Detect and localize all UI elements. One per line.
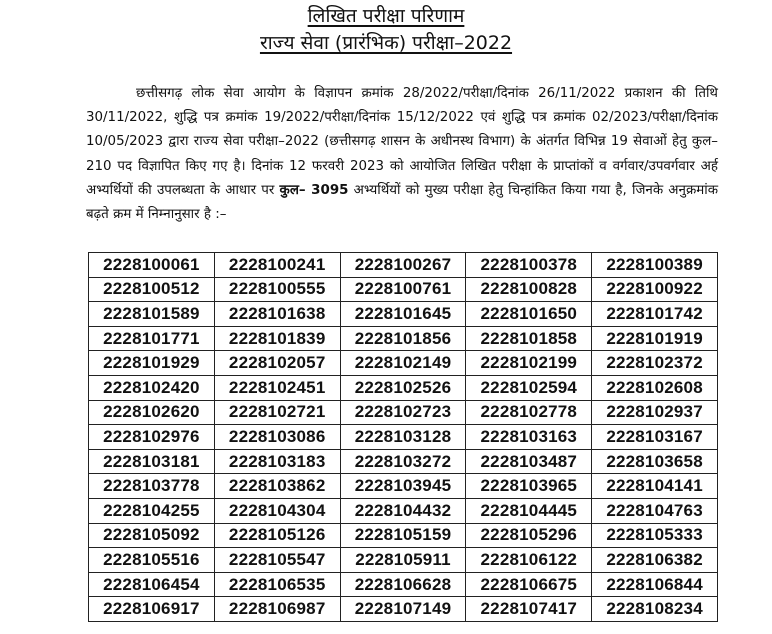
roll-number-cell: 2228106675: [466, 572, 592, 597]
roll-number-cell: 2228103965: [466, 474, 592, 499]
roll-number-cell: 2228106987: [214, 597, 340, 622]
table-row: [89, 326, 718, 351]
roll-number-cell: 2228103778: [89, 474, 215, 499]
table-row: [89, 351, 718, 376]
roll-number-cell: 2228105126: [214, 523, 340, 548]
roll-number-cell: 2228101856: [340, 326, 466, 351]
roll-number-cell: 2228106628: [340, 572, 466, 597]
roll-number-cell: 2228102608: [592, 375, 718, 400]
roll-number-cell: 2228101919: [592, 326, 718, 351]
roll-number-cell: 2228101742: [592, 302, 718, 327]
roll-number-cell: 2228104304: [214, 498, 340, 523]
roll-number-cell: 2228105911: [340, 548, 466, 573]
roll-number-cell: 2228103945: [340, 474, 466, 499]
roll-number-cell: 2228103128: [340, 425, 466, 450]
roll-number-cell: 2228100267: [340, 253, 466, 278]
roll-number-cell: 2228100378: [466, 253, 592, 278]
roll-number-cell: 2228105159: [340, 523, 466, 548]
roll-number-cell: 2228102723: [340, 400, 466, 425]
roll-number-cell: 2228102937: [592, 400, 718, 425]
roll-number-cell: 2228103183: [214, 449, 340, 474]
roll-number-cell: 2228101929: [89, 351, 215, 376]
roll-number-cell: 2228104141: [592, 474, 718, 499]
table-row: [89, 474, 718, 499]
notice-text-part2: अभ्यर्थियों को मुख्य परीक्षा हेतु चिन्हांकित किया गया है, जिनके अनुक्रमांक बढ़ते क्रम में निम्नानुसार है :–: [86, 182, 719, 223]
roll-number-cell: 2228102778: [466, 400, 592, 425]
roll-number-cell: 2228104432: [340, 498, 466, 523]
table-row: [89, 572, 718, 597]
roll-number-cell: 2228104255: [89, 498, 215, 523]
roll-number-cell: 2228104445: [466, 498, 592, 523]
roll-number-cell: 2228103163: [466, 425, 592, 450]
roll-number-cell: 2228103167: [592, 425, 718, 450]
roll-number-cell: 2228108234: [592, 597, 718, 622]
roll-number-cell: 2228105296: [466, 523, 592, 548]
table-row: [89, 597, 718, 622]
roll-number-cell: 2228103487: [466, 449, 592, 474]
roll-number-table: [88, 252, 718, 622]
roll-number-table-body: [89, 253, 718, 622]
roll-number-cell: 2228103658: [592, 449, 718, 474]
roll-number-cell: 2228101638: [214, 302, 340, 327]
table-row: [89, 375, 718, 400]
roll-number-cell: 2228100389: [592, 253, 718, 278]
roll-number-cell: 2228102199: [466, 351, 592, 376]
exam-title-text: राज्य सेवा (प्रारंभिक) परीक्षा–2022: [259, 32, 513, 54]
roll-number-cell: 2228102976: [89, 425, 215, 450]
roll-number-cell: 2228107149: [340, 597, 466, 622]
roll-number-cell: 2228102594: [466, 375, 592, 400]
table-row: [89, 498, 718, 523]
roll-number-cell: 2228105547: [214, 548, 340, 573]
table-row: [89, 523, 718, 548]
notice-paragraph: [86, 82, 718, 227]
table-row: [89, 449, 718, 474]
roll-number-cell: 2228101839: [214, 326, 340, 351]
table-row: [89, 253, 718, 278]
roll-number-cell: 2228105516: [89, 548, 215, 573]
table-row: [89, 302, 718, 327]
result-title: [0, 5, 772, 27]
roll-number-cell: 2228100761: [340, 277, 466, 302]
roll-number-cell: 2228106844: [592, 572, 718, 597]
roll-number-cell: 2228100061: [89, 253, 215, 278]
roll-number-cell: 2228101650: [466, 302, 592, 327]
roll-number-cell: 2228107417: [466, 597, 592, 622]
roll-number-cell: 2228102526: [340, 375, 466, 400]
table-row: [89, 277, 718, 302]
roll-number-cell: 2228100922: [592, 277, 718, 302]
roll-number-cell: 2228101645: [340, 302, 466, 327]
notice-text-part1: छत्तीसगढ़ लोक सेवा आयोग के विज्ञापन क्रमांक 28/2022/परीक्षा/दिनांक 26/11/2022 प्रकाशन की तिथि 30/11/2022, शुद्धि पत्र क्रमांक 19/2022/परीक्षा/दिनांक 15/12/2022 एवं शुद्धि पत्र क्रमांक 02/2023/परीक्षा/दिनांक 10/05/2023 द्वारा राज्य सेवा परीक्षा–2022 (छत्तीसगढ़ शासन के अधीनस्थ विभाग) के अंतर्गत विभिन्न 19 सेवाओं हेतु कुल–210 पद विज्ञापित किए गए है। दिनांक 12 फरवरी 2023 को आयोजित लिखित परीक्षा के प्राप्तांकों व वर्गवार/उपवर्गवार अर्ह अभ्यर्थियों की उपलब्धता के आधार पर: [86, 86, 718, 198]
roll-number-cell: 2228104763: [592, 498, 718, 523]
roll-number-cell: 2228102721: [214, 400, 340, 425]
exam-title: [0, 32, 772, 54]
table-row: [89, 400, 718, 425]
roll-number-cell: 2228105333: [592, 523, 718, 548]
roll-number-cell: 2228100828: [466, 277, 592, 302]
roll-number-cell: 2228103272: [340, 449, 466, 474]
roll-number-cell: 2228102149: [340, 351, 466, 376]
table-row: [89, 548, 718, 573]
roll-number-cell: 2228101771: [89, 326, 215, 351]
roll-number-cell: 2228102420: [89, 375, 215, 400]
roll-number-cell: 2228102620: [89, 400, 215, 425]
table-row: [89, 425, 718, 450]
roll-number-cell: 2228105092: [89, 523, 215, 548]
roll-number-cell: 2228106382: [592, 548, 718, 573]
roll-number-cell: 2228106535: [214, 572, 340, 597]
roll-number-cell: 2228101589: [89, 302, 215, 327]
roll-number-cell: 2228100241: [214, 253, 340, 278]
notice-total-count: कुल– 3095: [279, 182, 349, 198]
roll-number-cell: 2228103086: [214, 425, 340, 450]
roll-number-cell: 2228106454: [89, 572, 215, 597]
roll-number-cell: 2228102372: [592, 351, 718, 376]
roll-number-cell: 2228100555: [214, 277, 340, 302]
roll-number-cell: 2228106122: [466, 548, 592, 573]
result-title-text: लिखित परीक्षा परिणाम: [307, 5, 465, 27]
roll-number-cell: 2228103862: [214, 474, 340, 499]
roll-number-cell: 2228100512: [89, 277, 215, 302]
roll-number-cell: 2228102057: [214, 351, 340, 376]
roll-number-cell: 2228103181: [89, 449, 215, 474]
roll-number-cell: 2228101858: [466, 326, 592, 351]
roll-number-cell: 2228106917: [89, 597, 215, 622]
roll-number-cell: 2228102451: [214, 375, 340, 400]
